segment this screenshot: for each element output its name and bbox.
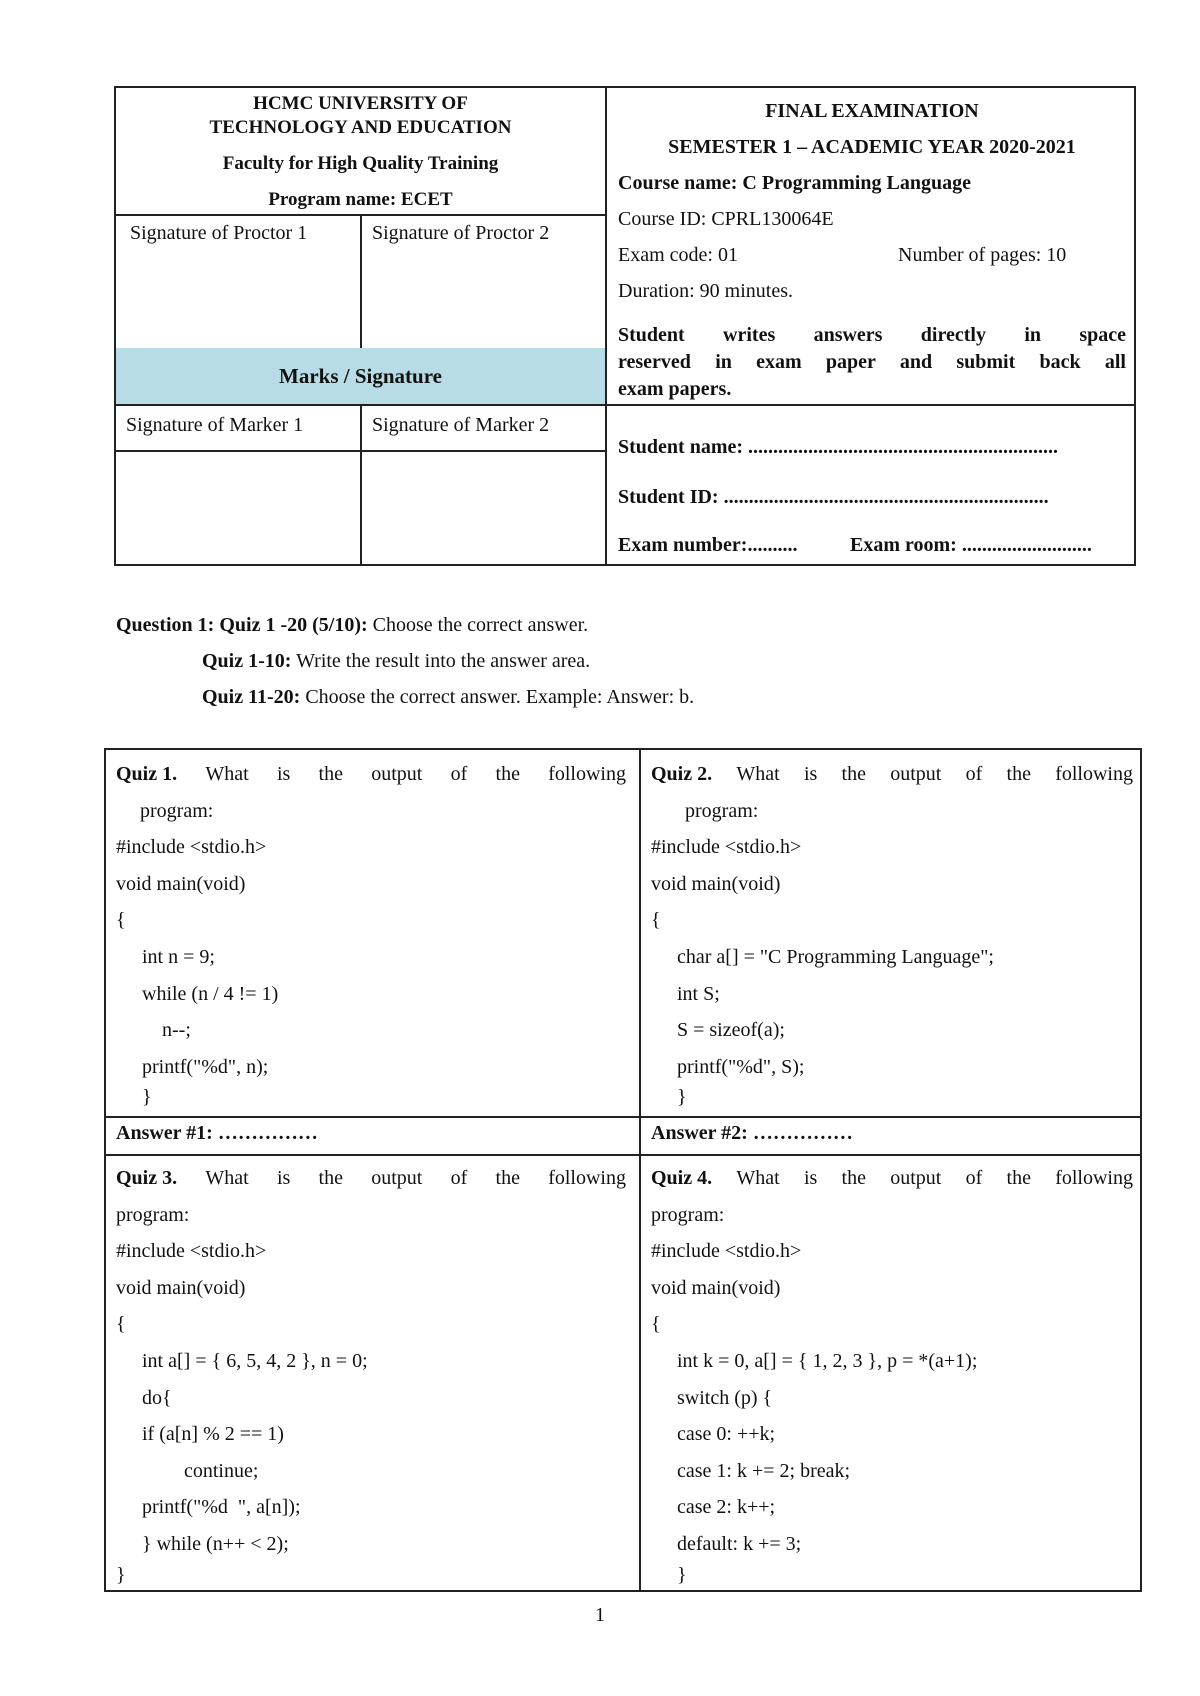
code-line: } [677,1563,687,1586]
code-line: case 2: k++; [677,1496,776,1519]
exam-code: Exam code: 01 [618,244,738,266]
title-word: What [736,763,780,785]
code-line: void main(void) [116,1276,246,1299]
question1-sub2-rest: Choose the correct answer. Example: Answer: b. [300,686,695,708]
code-line: char a[] = "C Programming Language"; [677,945,994,968]
duration: Duration: 90 minutes. [618,280,793,302]
instruction-line-1: Student writes answers directly in space [618,324,1126,346]
quiz-1-label: Quiz 1. [116,763,178,785]
title-word: the [318,1167,343,1189]
quiz-1-title [116,756,626,793]
question1-sub1 [202,650,590,673]
title-word: What [736,1167,780,1189]
code-line: int k = 0, a[] = { 1, 2, 3 }, p = *(a+1); [677,1349,978,1372]
question1-title [116,614,588,637]
quiz-2 [651,756,1133,1109]
code-line: n--; [162,1019,191,1042]
marker1-signature-label: Signature of Marker 1 [126,414,304,436]
exam-header-table [114,86,1136,566]
student-id-field[interactable]: Student ID: ................................................................. [618,486,1049,508]
exam-title: FINAL EXAMINATION [765,100,979,122]
student-name-field[interactable]: Student name: .............................................................. [618,436,1059,458]
code-line: do{ [142,1386,172,1409]
title-word: the [841,1167,866,1189]
code-line: printf("%d", S); [677,1055,805,1078]
question1-sub1-rest: Write the result into the answer area. [291,650,591,672]
university-name-line2: TECHNOLOGY AND EDUCATION [209,117,512,138]
quiz-4-title [651,1160,1133,1197]
code-line: } [116,1563,126,1586]
title-word: What [205,1167,249,1189]
answer-1-field[interactable]: Answer #1: …………… [116,1122,318,1144]
code-line: while (n / 4 != 1) [142,982,279,1005]
code-line: #include <stdio.h> [116,836,267,859]
title-word: is [276,763,291,785]
code-line: int n = 9; [142,945,215,968]
code-line: } [142,1086,152,1109]
number-of-pages: Number of pages: 10 [898,244,1067,266]
title-word: the [841,763,866,785]
code-line: int S; [677,982,720,1005]
code-line: { [116,909,126,932]
title-word: is [803,1167,818,1189]
title-word: of [450,763,468,785]
code-line: printf("%d", n); [142,1055,269,1078]
faculty-name: Faculty for High Quality Training [222,153,499,174]
code-line: program: [651,1203,725,1226]
code-line: program: [685,799,759,822]
title-word: the [318,763,343,785]
code-line: case 0: ++k; [677,1423,776,1446]
code-line: continue; [184,1459,259,1482]
code-line: { [116,1313,126,1336]
answer-2-field[interactable]: Answer #2: …………… [651,1122,853,1144]
code-line: switch (p) { [677,1386,773,1409]
question1-sub1-bold: Quiz 1-10: [202,650,292,672]
code-line: } while (n++ < 2); [142,1532,289,1555]
semester-line: SEMESTER 1 – ACADEMIC YEAR 2020-2021 [668,136,1076,158]
quiz-3 [116,1160,626,1587]
code-line: void main(void) [651,872,781,895]
title-word: of [965,763,983,785]
code-line: default: k += 3; [677,1532,802,1555]
code-line: void main(void) [116,872,246,895]
title-word: the [495,763,520,785]
code-line: program: [116,1203,190,1226]
code-line: #include <stdio.h> [116,1240,267,1263]
instruction-line-2: reserved in exam paper and submit back all [618,351,1126,373]
code-line: void main(void) [651,1276,781,1299]
title-word: following [1055,763,1133,785]
program-name: Program name: ECET [268,189,453,210]
quiz-grid [104,748,1142,1592]
title-word: output [371,1167,423,1189]
exam-room-field[interactable]: Exam room: .......................... [850,534,1092,556]
code-line: program: [140,799,214,822]
course-id: Course ID: CPRL130064E [618,208,834,230]
code-line: case 1: k += 2; break; [677,1459,851,1482]
quiz-2-label: Quiz 2. [651,763,713,785]
quiz-4 [651,1160,1133,1587]
title-word: the [495,1167,520,1189]
page-number: 1 [595,1604,605,1626]
quiz-1 [116,756,626,1109]
title-word: of [965,1167,983,1189]
title-word: the [1006,763,1031,785]
quiz-4-label: Quiz 4. [651,1167,713,1189]
instruction-line-3: exam papers. [618,378,732,400]
code-line: { [651,1313,661,1336]
title-word: What [205,763,249,785]
title-word: output [890,763,942,785]
code-line: if (a[n] % 2 == 1) [142,1423,284,1446]
code-line: { [651,909,661,932]
title-word: output [890,1167,942,1189]
title-word: the [1006,1167,1031,1189]
proctor2-signature-label: Signature of Proctor 2 [372,222,550,244]
title-word: following [548,763,626,785]
title-word: following [548,1167,626,1189]
question1-title-rest: Choose the correct answer. [367,614,589,636]
marker2-signature-label: Signature of Marker 2 [372,414,550,436]
title-word: following [1055,1167,1133,1189]
code-line: #include <stdio.h> [651,1240,802,1263]
exam-number-field[interactable]: Exam number:.......... [618,534,798,556]
title-word: output [371,763,423,785]
university-name-line1: HCMC UNIVERSITY OF [253,93,468,114]
code-line: printf("%d ", a[n]); [142,1496,301,1519]
marks-signature-header: Marks / Signature [116,348,605,404]
code-line: S = sizeof(a); [677,1019,785,1042]
question1-sub2 [202,686,694,709]
quiz-3-title [116,1160,626,1197]
quiz-2-title [651,756,1133,793]
course-name: Course name: C Programming Language [618,172,971,194]
title-word: is [803,763,818,785]
title-word: of [450,1167,468,1189]
quiz-3-label: Quiz 3. [116,1167,178,1189]
code-line: } [677,1086,687,1109]
code-line: #include <stdio.h> [651,836,802,859]
question1-sub2-bold: Quiz 11-20: [202,686,301,708]
proctor1-signature-label: Signature of Proctor 1 [130,222,308,244]
question1-title-bold: Question 1: Quiz 1 -20 (5/10): [116,614,368,636]
code-line: int a[] = { 6, 5, 4, 2 }, n = 0; [142,1349,368,1372]
title-word: is [276,1167,291,1189]
